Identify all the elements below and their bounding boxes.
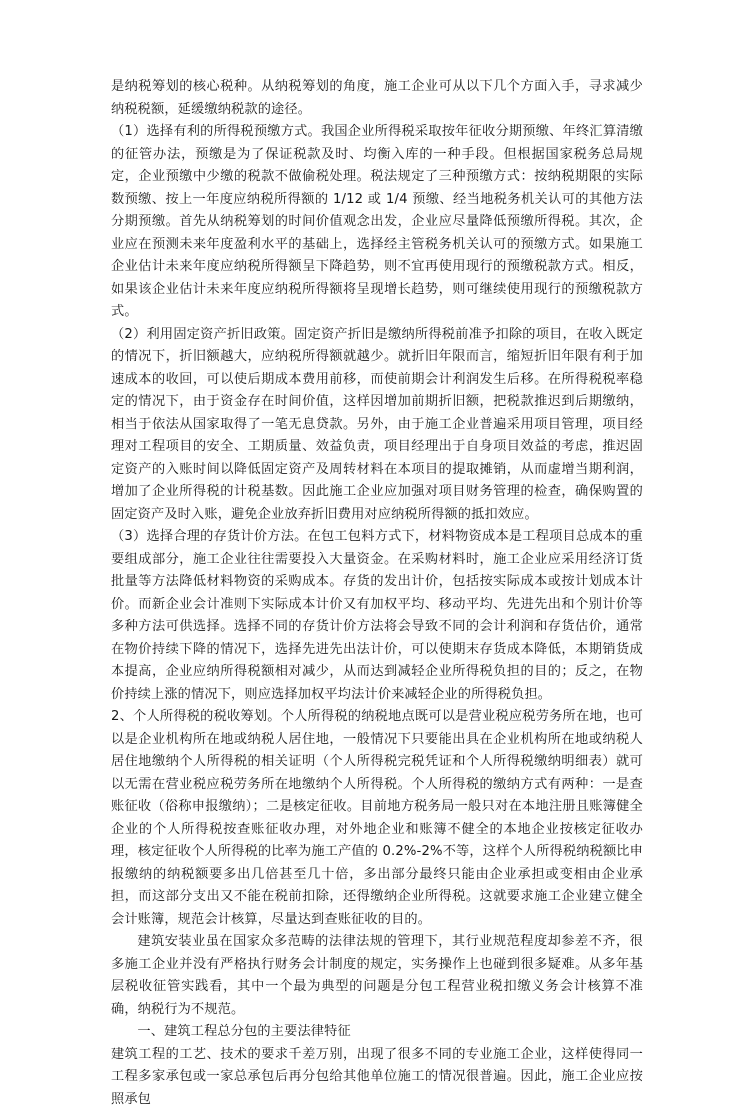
paragraph-subcontracting: 建筑工程的工艺、技术的要求千差万别，出现了很多不同的专业施工企业，这样使得同一工程多家承包或一家总承包后再分包给其他单位施工的情况很普遍。因此，施工企业应按照承包 — [111, 1044, 643, 1111]
paragraph-intro-continued: 是纳税筹划的核心税种。从纳税筹划的角度，施工企业可从以下几个方面入手，寻求减少纳税税额，延缓缴纳税款的途径。 — [111, 76, 643, 121]
paragraph-individual-income-tax: 2、个人所得税的税收筹划。个人所得税的纳税地点既可以是营业税应税劳务所在地，也可以是企业机构所在地或纳税人居住地，一般情况下只要能出具在企业机构所在地或纳税人居住地缴纳个人所得税的相关证明（个人所得税完税凭证和个人所得税缴纳明细表）就可以无需在营业税应税劳务所在地缴纳个人所得税。个人所得税的缴纳方式有两种：一是查账征收（俗称申报缴纳）；二是核定征收。目前地方税务局一般只对在本地注册且账簿健全企业的个人所得税按查账征收办理，对外地企业和账簿不健全的本地企业按核定征收办理，核定征收个人所得税的比率为施工产值的 0.2%-2%不等，这样个人所得税纳税额比申报缴纳的纳税额要多出几倍甚至几十倍，多出部分最终只能由企业承担或变相由企业承担，而这部分支出又不能在税前扣除，还得缴纳企业所得税。这就要求施工企业建立健全会计账簿，规范会计核算，尽量达到查账征收的目的。 — [111, 706, 643, 931]
paragraph-construction-industry: 建筑安装业虽在国家众多范畴的法律法规的管理下，其行业规范程度却参差不齐，很多施工企业并没有严格执行财务会计制度的规定，实务操作上也碰到很多疑难。从多年基层税收征管实践看，其中一个最为典型的问题是分包工程营业税扣缴义务会计核算不准确，纳税行为不规范。 — [111, 931, 643, 1021]
paragraph-depreciation-policy: （2）利用固定资产折旧政策。固定资产折旧是缴纳所得税前准予扣除的项目，在收入既定的情况下，折旧额越大，应纳税所得额就越少。就折旧年限而言，缩短折旧年限有利于加速成本的收回，可以使后期成本费用前移，而使前期会计利润发生后移。在所得税税率稳定的情况下，由于资金存在时间价值，这样因增加前期折旧额，把税款推迟到后期缴纳，相当于依法从国家取得了一笔无息贷款。另外，由于施工企业普遍采用项目管理，项目经理对工程项目的安全、工期质量、效益负责，项目经理出于自身项目效益的考虑，推迟固定资产的入账时间以降低固定资产及周转材料在本项目的提取摊销，从而虚增当期利润，增加了企业所得税的计税基数。因此施工企业应加强对项目财务管理的检查，确保购置的固定资产及时入账，避免企业放弃折旧费用对应纳税所得额的抵扣效应。 — [111, 324, 643, 527]
document-page — [111, 76, 643, 1111]
paragraph-prepayment-method: （1）选择有利的所得税预缴方式。我国企业所得税采取按年征收分期预缴、年终汇算清缴的征管办法，预缴是为了保证税款及时、均衡入库的一种手段。但根据国家税务总局规定，企业预缴中少缴的税款不做偷税处理。税法规定了三种预缴方式：按纳税期限的实际数预缴、按上一年度应纳税所得额的 1/12 或 1/4 预缴、经当地税务机关认可的其他方法分期预缴。首先从纳税筹划的时间价值观念出发，企业应尽量降低预缴所得税。其次，企业应在预测未来年度盈利水平的基础上，选择经主管税务机关认可的预缴方式。如果施工企业估计未来年度应纳税所得额呈下降趋势，则不宜再使用现行的预缴税款方式。相反，如果该企业估计未来年度应纳税所得额将呈现增长趋势，则可继续使用现行的预缴税款方式。 — [111, 121, 643, 324]
paragraph-inventory-valuation: （3）选择合理的存货计价方法。在包工包料方式下，材料物资成本是工程项目总成本的重要组成部分，施工企业往往需要投入大量资金。在采购材料时，施工企业应采用经济订货批量等方法降低材料物资的采购成本。存货的发出计价，包括按实际成本或按计划成本计价。而新企业会计准则下实际成本计价又有加权平均、移动平均、先进先出和个别计价等多种方法可供选择。选择不同的存货计价方法将会导致不同的会计利润和存货估价，通常在物价持续下降的情况下，选择先进先出法计价，可以使期末存货成本降低，本期销货成本提高，企业应纳所得税额相对减少，从而达到减轻企业所得税负担的目的；反之，在物价持续上涨的情况下，则应选择加权平均法计价来减轻企业的所得税负担。 — [111, 526, 643, 706]
section-heading-subcontract-legal-features: 一、建筑工程总分包的主要法律特征 — [111, 1021, 643, 1044]
